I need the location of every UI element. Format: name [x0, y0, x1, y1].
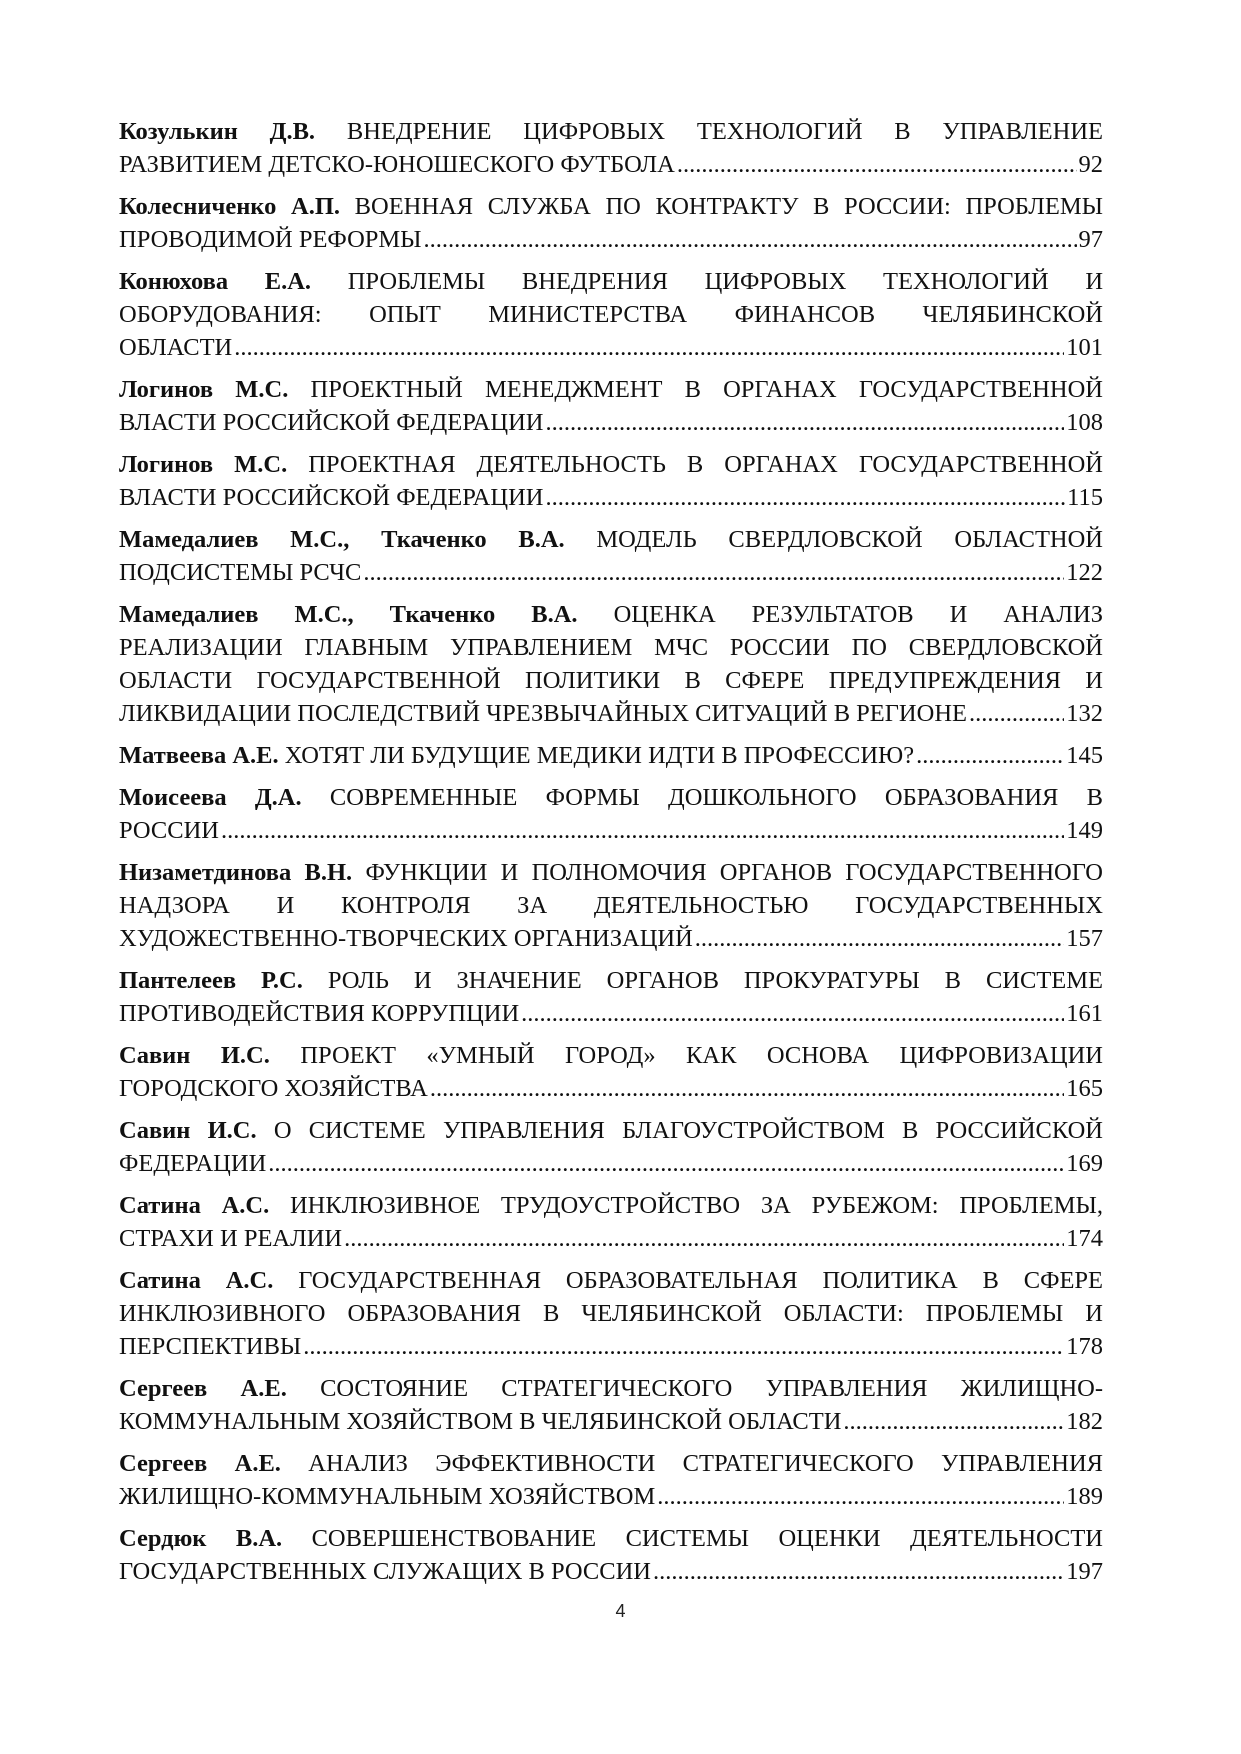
page-number: 4 — [615, 1601, 626, 1621]
dot-leader — [234, 331, 1064, 364]
entry-first-line — [119, 1039, 1103, 1072]
entry-first-line — [119, 265, 1103, 298]
toc-entry — [119, 1447, 1103, 1513]
toc-entry — [119, 1372, 1103, 1438]
entry-author: Сергеев А.Е. — [119, 1375, 287, 1402]
entry-last-line — [119, 1480, 1103, 1513]
entry-first-line — [119, 856, 1103, 889]
toc-entry — [119, 373, 1103, 439]
entry-first-line — [119, 1522, 1103, 1555]
entry-last-line — [119, 1330, 1103, 1363]
entry-last-line — [119, 1555, 1103, 1588]
entry-title-end: ОБЛАСТИ — [119, 334, 233, 361]
entry-author: Сергеев А.Е. — [119, 1450, 281, 1477]
entry-page-number: 197 — [1066, 1558, 1103, 1585]
entry-middle-line: РЕАЛИЗАЦИИ ГЛАВНЫМ УПРАВЛЕНИЕМ МЧС РОССИИ ПО СВЕРДЛОВСКОЙ — [119, 634, 1103, 661]
entry-author: Низаметдинова В.Н. — [119, 859, 353, 886]
entry-title: ПРОБЛЕМЫ ВНЕДРЕНИЯ ЦИФРОВЫХ ТЕХНОЛОГИЙ И — [347, 268, 1104, 295]
entry-title: ФУНКЦИИ И ПОЛНОМОЧИЯ ОРГАНОВ ГОСУДАРСТВЕННОГО — [365, 859, 1103, 886]
entry-title-end: ВЛАСТИ РОССИЙСКОЙ ФЕДЕРАЦИИ — [119, 409, 544, 436]
entry-last-line — [119, 1405, 1103, 1438]
entry-title-end: ПОДСИСТЕМЫ РСЧС — [119, 559, 362, 586]
toc-entry — [119, 265, 1103, 364]
entry-title: ХОТЯТ ЛИ БУДУЩИЕ МЕДИКИ ИДТИ В ПРОФЕССИЮ? — [284, 742, 915, 769]
entry-last-line — [119, 997, 1103, 1030]
entry-title-end: РАЗВИТИЕМ ДЕТСКО-ЮНОШЕСКОГО ФУТБОЛА — [119, 151, 675, 178]
entry-last-line — [119, 406, 1103, 439]
entry-last-line — [119, 223, 1103, 256]
entry-page-number: 108 — [1066, 409, 1103, 436]
entry-title-end: ЖИЛИЩНО-КОММУНАЛЬНЫМ ХОЗЯЙСТВОМ — [119, 1483, 656, 1510]
entry-title: ПРОЕКТ «УМНЫЙ ГОРОД» КАК ОСНОВА ЦИФРОВИЗАЦИИ — [300, 1042, 1103, 1069]
entry-first-line — [119, 1189, 1103, 1222]
entry-first-line — [119, 1114, 1103, 1147]
entry-title-end: ВЛАСТИ РОССИЙСКОЙ ФЕДЕРАЦИИ — [119, 484, 544, 511]
entry-first-line — [119, 1372, 1103, 1405]
toc-entry — [119, 598, 1103, 730]
entry-title-end: ХУДОЖЕСТВЕННО-ТВОРЧЕСКИХ ОРГАНИЗАЦИЙ — [119, 925, 693, 952]
entry-last-line — [119, 556, 1103, 589]
entry-last-line — [119, 697, 1103, 730]
entry-title: ВНЕДРЕНИЕ ЦИФРОВЫХ ТЕХНОЛОГИЙ В УПРАВЛЕНИЕ — [346, 118, 1103, 145]
dot-leader — [303, 1330, 1064, 1363]
toc-entry — [119, 739, 1103, 772]
toc-entry — [119, 856, 1103, 955]
entry-page-number: 101 — [1066, 334, 1103, 361]
entry-last-line — [119, 148, 1103, 181]
entry-middle-line: ОБОРУДОВАНИЯ: ОПЫТ МИНИСТЕРСТВА ФИНАНСОВ ЧЕЛЯБИНСКОЙ — [119, 301, 1103, 328]
entry-author: Моисеева Д.А. — [119, 784, 302, 811]
entry-author: Козулькин Д.В. — [119, 118, 316, 145]
entry-middle-line: ИНКЛЮЗИВНОГО ОБРАЗОВАНИЯ В ЧЕЛЯБИНСКОЙ ОБЛАСТИ: ПРОБЛЕМЫ И — [119, 1300, 1103, 1327]
entry-page-number: 178 — [1066, 1333, 1103, 1360]
entry-title-end: ЛИКВИДАЦИИ ПОСЛЕДСТВИЙ ЧРЕЗВЫЧАЙНЫХ СИТУАЦИЙ В РЕГИОНЕ — [119, 700, 967, 727]
toc-entry — [119, 1189, 1103, 1255]
entry-title: ПРОЕКТНЫЙ МЕНЕДЖМЕНТ В ОРГАНАХ ГОСУДАРСТВЕННОЙ — [310, 376, 1103, 403]
entry-middle-line: НАДЗОРА И КОНТРОЛЯ ЗА ДЕЯТЕЛЬНОСТЬЮ ГОСУДАРСТВЕННЫХ — [119, 892, 1103, 919]
dot-leader — [545, 481, 1065, 514]
dot-leader — [363, 556, 1064, 589]
entry-page-number: 182 — [1066, 1408, 1103, 1435]
entry-title: О СИСТЕМЕ УПРАВЛЕНИЯ БЛАГОУСТРОЙСТВОМ В РОССИЙСКОЙ — [273, 1117, 1103, 1144]
entry-title: СОВЕРШЕНСТВОВАНИЕ СИСТЕМЫ ОЦЕНКИ ДЕЯТЕЛЬНОСТИ — [311, 1525, 1104, 1552]
entry-title: АНАЛИЗ ЭФФЕКТИВНОСТИ СТРАТЕГИЧЕСКОГО УПРАВЛЕНИЯ — [308, 1450, 1103, 1477]
entry-title-end: СТРАХИ И РЕАЛИИ — [119, 1225, 343, 1252]
entry-title-end: ГОРОДСКОГО ХОЗЯЙСТВА — [119, 1075, 428, 1102]
entry-page-number: 174 — [1066, 1225, 1103, 1252]
entry-last-line — [119, 1222, 1103, 1255]
entry-title-end: ГОСУДАРСТВЕННЫХ СЛУЖАЩИХ В РОССИИ — [119, 1558, 651, 1585]
entry-title: РОЛЬ И ЗНАЧЕНИЕ ОРГАНОВ ПРОКУРАТУРЫ В СИСТЕМЕ — [327, 967, 1104, 994]
entry-first-line — [119, 373, 1103, 406]
dot-leader — [916, 739, 1064, 772]
entry-first-line — [119, 1447, 1103, 1480]
entry-author: Колесниченко А.П. — [119, 193, 340, 220]
dot-leader — [695, 922, 1064, 955]
entry-last-line — [119, 922, 1103, 955]
entry-author: Мамедалиев М.С., Ткаченко В.А. — [119, 526, 565, 553]
entry-first-line — [119, 781, 1103, 814]
entry-last-line — [119, 739, 1103, 772]
entry-author: Сатина А.С. — [119, 1267, 274, 1294]
entry-author: Савин И.С. — [119, 1042, 270, 1069]
dot-leader — [521, 997, 1064, 1030]
entry-author: Логинов М.С. — [119, 451, 288, 478]
entry-page-number: 97 — [1078, 226, 1103, 253]
table-of-contents — [119, 115, 1103, 1597]
entry-author: Мамедалиев М.С., Ткаченко В.А. — [119, 601, 578, 628]
toc-entry — [119, 964, 1103, 1030]
entry-author: Сатина А.С. — [119, 1192, 270, 1219]
entry-author: Савин И.С. — [119, 1117, 257, 1144]
dot-leader — [221, 814, 1064, 847]
dot-leader — [424, 223, 1077, 256]
entry-page-number: 189 — [1066, 1483, 1103, 1510]
entry-page-number: 161 — [1066, 1000, 1103, 1027]
entry-title-end: КОММУНАЛЬНЫМ ХОЗЯЙСТВОМ В ЧЕЛЯБИНСКОЙ ОБЛАСТИ — [119, 1408, 842, 1435]
dot-leader — [268, 1147, 1064, 1180]
entry-first-line — [119, 964, 1103, 997]
entry-author: Конюхова Е.А. — [119, 268, 312, 295]
entry-title: МОДЕЛЬ СВЕРДЛОВСКОЙ ОБЛАСТНОЙ — [596, 526, 1104, 553]
entry-page-number: 115 — [1067, 484, 1103, 511]
entry-title-end: РОССИИ — [119, 817, 219, 844]
entry-last-line — [119, 1147, 1103, 1180]
dot-leader — [843, 1405, 1064, 1438]
entry-first-line — [119, 1264, 1103, 1297]
entry-title: ОЦЕНКА РЕЗУЛЬТАТОВ И АНАЛИЗ — [613, 601, 1103, 628]
entry-author: Логинов М.С. — [119, 376, 289, 403]
entry-title-end: ПЕРСПЕКТИВЫ — [119, 1333, 302, 1360]
toc-entry — [119, 523, 1103, 589]
entry-title: СОВРЕМЕННЫЕ ФОРМЫ ДОШКОЛЬНОГО ОБРАЗОВАНИЯ В — [329, 784, 1104, 811]
entry-page-number: 122 — [1066, 559, 1103, 586]
dot-leader — [677, 148, 1077, 181]
entry-title: СОСТОЯНИЕ СТРАТЕГИЧЕСКОГО УПРАВЛЕНИЯ ЖИЛИЩНО- — [320, 1375, 1104, 1402]
entry-last-line — [119, 1072, 1103, 1105]
entry-title: ПРОЕКТНАЯ ДЕЯТЕЛЬНОСТЬ В ОРГАНАХ ГОСУДАРСТВЕННОЙ — [308, 451, 1104, 478]
toc-entry — [119, 1039, 1103, 1105]
toc-entry — [119, 1114, 1103, 1180]
toc-entry — [119, 448, 1103, 514]
entry-last-line — [119, 481, 1103, 514]
entry-title-end — [119, 739, 914, 772]
entry-title: ГОСУДАРСТВЕННАЯ ОБРАЗОВАТЕЛЬНАЯ ПОЛИТИКА В СФЕРЕ — [298, 1267, 1104, 1294]
toc-entry — [119, 781, 1103, 847]
toc-entry — [119, 115, 1103, 181]
entry-page-number: 157 — [1066, 925, 1103, 952]
entry-first-line — [119, 448, 1103, 481]
entry-author: Пантелеев Р.С. — [119, 967, 303, 994]
entry-title-end: ФЕДЕРАЦИИ — [119, 1150, 267, 1177]
dot-leader — [657, 1480, 1064, 1513]
toc-entry — [119, 1522, 1103, 1588]
entry-page-number: 145 — [1066, 742, 1103, 769]
entry-last-line — [119, 814, 1103, 847]
entry-first-line — [119, 598, 1103, 631]
entry-page-number: 149 — [1066, 817, 1103, 844]
entry-first-line — [119, 190, 1103, 223]
entry-author: Сердюк В.А. — [119, 1525, 283, 1552]
toc-entry — [119, 190, 1103, 256]
entry-title: ВОЕННАЯ СЛУЖБА ПО КОНТРАКТУ В РОССИИ: ПРОБЛЕМЫ — [354, 193, 1103, 220]
dot-leader — [344, 1222, 1064, 1255]
entry-author: Матвеева А.Е. — [119, 742, 279, 769]
entry-middle-line: ОБЛАСТИ ГОСУДАРСТВЕННОЙ ПОЛИТИКИ В СФЕРЕ ПРЕДУПРЕЖДЕНИЯ И — [119, 667, 1103, 694]
dot-leader — [545, 406, 1064, 439]
entry-page-number: 132 — [1066, 700, 1103, 727]
entry-last-line — [119, 331, 1103, 364]
entry-first-line — [119, 115, 1103, 148]
entry-title: ИНКЛЮЗИВНОЕ ТРУДОУСТРОЙСТВО ЗА РУБЕЖОМ: ПРОБЛЕМЫ, — [289, 1192, 1103, 1219]
entry-title-end: ПРОТИВОДЕЙСТВИЯ КОРРУПЦИИ — [119, 1000, 520, 1027]
entry-page-number: 92 — [1078, 151, 1103, 178]
entry-title-end: ПРОВОДИМОЙ РЕФОРМЫ — [119, 226, 422, 253]
dot-leader — [430, 1072, 1064, 1105]
entry-page-number: 169 — [1066, 1150, 1103, 1177]
dot-leader — [653, 1555, 1064, 1588]
toc-entry — [119, 1264, 1103, 1363]
entry-page-number: 165 — [1066, 1075, 1103, 1102]
entry-first-line — [119, 523, 1103, 556]
dot-leader — [969, 697, 1064, 730]
